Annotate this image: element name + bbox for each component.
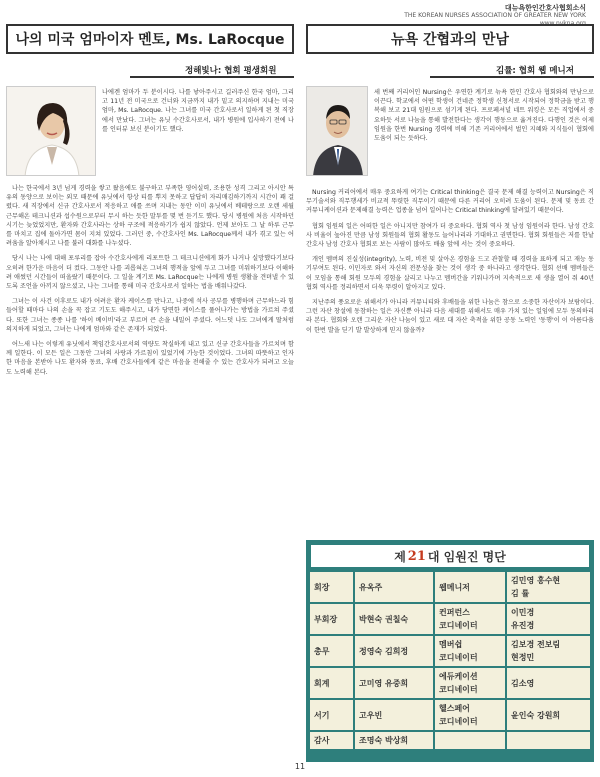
right-article-intro — [374, 88, 594, 149]
committee-names: 이민경 유진경 — [507, 604, 590, 634]
committee-names: 김민영 홍수현 김 률 — [507, 572, 590, 602]
author-photo-right — [306, 86, 368, 176]
left-article-title: 나의 미국 엄마이자 멘토, Ms. LaRocque — [6, 24, 294, 54]
committee-names: 윤인숙 강원희 — [507, 700, 590, 730]
committee-names: 김보경 전보림 현정민 — [507, 636, 590, 666]
officer-role: 감사 — [310, 732, 355, 749]
officer-row — [310, 636, 590, 666]
left-paragraph: 그녀는 이 사건 이후로도 내가 어려운 환자 케이스를 만나고, 나중에 석사 공부를 병행하며 근무하느라 힘들어할 때마다 나의 손을 꼭 잡고 기도도 해주시고, 내가 당면한 케이스를 풀어나가는 방법을 가르쳐 주셨다. 또한 그녀는 종종 나를 '하이 베이비'라고 부르며 큰 손을 내밀어 주셨다. 어느덧 나도 그녀에게 딸처럼 의지하게 되었고, 그녀는 나에게 엄마와 같은 존재가 되었다. — [6, 298, 294, 333]
committee-role: 에듀케이션 코디네이터 — [435, 668, 507, 698]
officer-role: 서기 — [310, 700, 355, 730]
committee-names — [507, 732, 590, 749]
officer-names: 고우빈 — [355, 700, 435, 730]
right-article-body — [306, 188, 594, 532]
officer-row — [310, 668, 590, 698]
officer-row — [310, 572, 590, 602]
officer-role: 회계 — [310, 668, 355, 698]
left-paragraph: 나는 한국에서 3년 넘게 경력을 쌓고 왔음에도 불구하고 부족한 영어실력, 조용한 성격 그리고 아시안 특유의 동양으로 보이는 외모 때문에 유닛에서 항상 티를 뿌지 못하고 답답히 자리매김하기까지 시간이 꽤 걸렸다. 새 직장에서 신규 간호사로서 적응하고 애를 쓰며 지내는 동안 이미 유닛에서 베테랑으로 오랜 세월 근무해온 테크니션과 섭수원으로부터 무시 하는 듯한 말투를 몇 번 듣기도 했다. 당시 병원에 처음 시작하던 시기는 늦었었지만, 환자와 간호사라는 상하 구조에 적응하기가 쉽지 않았다. 언제 보아도 그 날 하루 근무를 마치고 집에 돌아가면 몸이 지쳐 있었다. 그러던 중, 수간호사인 Ms. LaRocque께서 내가 겪고 있는 어려움을 알아채시고 나를 불러 대화를 나누셨다. — [6, 185, 294, 248]
left-article-body — [6, 184, 294, 756]
left-byline-rule — [130, 76, 294, 78]
officers-title-prefix: 제 — [394, 549, 406, 564]
right-paragraph: 협회 임원의 일은 어떠한 일은 아니지만 참여가 더 중요하다. 협회 역사 첫 남성 임원이라 한다. 남성 간호사 비율이 높아진 만큼 남성 회원들의 협회 활동도 늘어나리라 기대하고 권면한다. 협회 회원들은 저를 한낱 간호사 남성 간호사 협회로 보는 사람이 많아도 배움 앞에 서는 것이 중요하다. — [306, 222, 594, 249]
officers-table — [310, 570, 590, 751]
committee-names: 김소영 — [507, 668, 590, 698]
right-byline-rule — [430, 76, 594, 78]
right-article-title: 뉴욕 간협과의 만남 — [306, 24, 594, 54]
officer-role: 회장 — [310, 572, 355, 602]
officer-names: 박현숙 권칠숙 — [355, 604, 435, 634]
officers-title-number: 21 — [407, 548, 426, 564]
officer-role: 총무 — [310, 636, 355, 666]
left-paragraph: 나에겐 엄마가 두 분이시다. 나를 낳아주시고 길러주신 한국 엄마, 그리고 11년 전 미국으로 건너와 지금까지 내가 밑고 의지하며 지내는 미국 엄마, Ms. LaRocque. 나는 그녀를 미국 간호사로서 일하게 된 첫 직장에서 만났다. 그녀는 유닛 수간호사로서, 내가 병원에 입사하기 전에 나를 인터뷰 보신 분이기도 했다. — [102, 89, 294, 133]
author-photo-left — [6, 86, 96, 176]
portrait-woman-icon — [7, 87, 96, 176]
officer-row — [310, 604, 590, 634]
left-paragraph: 어느새 나는 이렇게 유닛에서 책임간호사로서의 역량도 착실하게 내고 있고 신규 간호사들을 가르치며 함께 일한다. 이 모든 일은 그동안 그녀의 사랑과 가르침이 있었기에 가능한 것이었다. 그녀의 따뜻하고 인자한 마음을 본받아 나도 환자와 동료, 후배 간호사들에게 같은 마음을 전해줄 수 있는 간호사가 되려고 오늘도 노력해 본다. — [6, 341, 294, 376]
right-paragraph: 개인 멤버의 진실성(integrity), 노력, 비전 및 살아온 경험을 드고 관찰할 때 경력을 표하게 되고 재능 동기부여도 된다. 이민자로 와서 자신의 전문성을 찾는 것이 생각 중 하나라고 생각한다. 협회 선배 멤버들은 이 모임을 통해 회원 모두의 경험을 살리고 나누고 멤버간을 키워나가며 지속적으로 새 생을 열어 줘 40년 협회 역사를 정리하면서 더욱 뚜렷이 알아지고 있다. — [306, 256, 594, 291]
committee-role — [435, 732, 507, 749]
right-paragraph: 지난주의 풍요로운 위해서가 아니라 커뮤니티와 후배들을 위한 나눔은 참으로 소중한 자산이자 보람이다. 그런 자산 창설에 동참하는 일은 자신뿐 아니라 다음 세대를 위해서도 매우 가치 있는 일임에 모두 동의하리라 본다. 협회와 오랜 그리운 자산 나눔이 있고 새로 대 자산 축적을 위한 공동 노력인 '동행'이 이 아름다움이 한번 발을 딛기 발 발상하게 믿지 않을까? — [306, 299, 594, 334]
committee-role: 컨퍼런스 코디네이터 — [435, 604, 507, 634]
officers-title-suffix: 대 임원진 명단 — [427, 549, 506, 564]
committee-role: 웹메니저 — [435, 572, 507, 602]
left-paragraph: 당시 나는 나에 대해 포루리를 잡아 수간호사에게 리포트한 그 테크니션에게 화가 나거나 실망했다기보다 오히려 한가운 마음이 더 컸다. 그동안 나를 괴롭혀온 그녀의 행적을 앞에 두고 그녀를 미워하기보다 이해하려 애썼던 시간들이 떠올랐기 때문이다. 그 일을 계기로 Ms. LaRocque는 나에게 병원 생활을 견뎌낼 수 있도록 조언을 아끼지 않으셨고, 나는 그녀를 통해 미국 간호사로서 일하는 법을 배워나갔다. — [6, 255, 294, 291]
left-article-intro — [102, 88, 294, 140]
officer-names: 유옥주 — [355, 572, 435, 602]
page-number: 11 — [294, 762, 306, 771]
officers-title — [310, 544, 590, 568]
officer-role: 부회장 — [310, 604, 355, 634]
masthead-english: THE KOREAN NURSES ASSOCIATION OF GREATER NEW YORK — [404, 12, 586, 19]
portrait-man-icon — [307, 87, 368, 176]
left-byline: 정해빛나: 협회 평생회원 — [185, 66, 277, 76]
officers-box — [306, 540, 594, 762]
officer-row — [310, 732, 590, 749]
officer-names: 조명숙 박상희 — [355, 732, 435, 749]
right-paragraph: Nursing 커리어에서 매우 중요하게 여기는 Critical thinking은 결국 문제 해결 능력이고 Nursing은 직무기술서와 직무행세가 비교적 뚜렷한 직무이기 때문에 다른 커리어 오히려 도움이 된다. 문제 및 동료 간 커뮤니케이션과 문제해결 능력은 업종을 넘어 일어나는 Critical thinking에 달려있기 때문이다. — [306, 189, 594, 215]
officer-names: 고미영 유중희 — [355, 668, 435, 698]
masthead-name: 대뉴욕한인간호사협회소식 — [504, 4, 586, 12]
right-byline: 김률: 협회 웹 메니저 — [496, 66, 574, 76]
right-paragraph: 세 번째 커리어인 Nursing은 우연한 계기로 뉴욕 한인 간호사 협회와의 만남으로 이끈다. 학교에서 어떤 학생이 건네준 정학생 신청서로 시작되어 정학금을 받고 행복해 보고 21대 임원으로 섬기게 된다. 프로페셔널 네트 워킹은 모든 직업에서 중요하듯 서로 나눔을 통해 발전한다는 생각이 행동으로 옮겨진다. 다행인 것은 이제 임원을 한번 Nursing 경력에 비해 기존 커리어에서 벌인 지혜와 지식들이 협회에 도움이 되는 듯하다. — [374, 89, 594, 143]
officer-names: 정영숙 김희정 — [355, 636, 435, 666]
officer-row — [310, 700, 590, 730]
committee-role: 헬스페어 코디네이터 — [435, 700, 507, 730]
committee-role: 멤버쉽 코디네이터 — [435, 636, 507, 666]
